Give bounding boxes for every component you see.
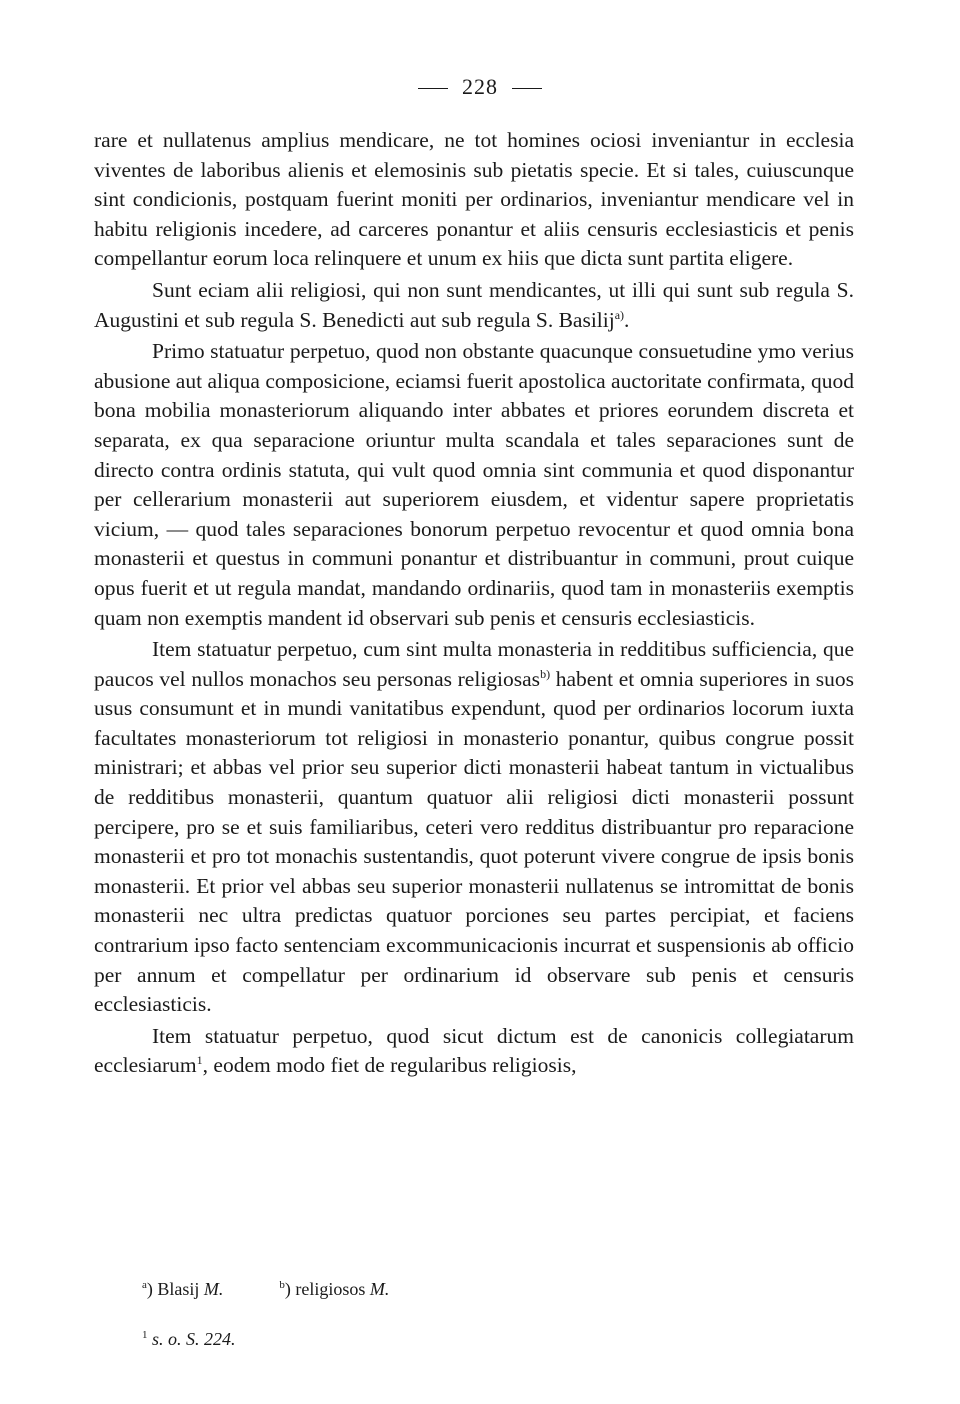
footnote-text: ) Blasij (146, 1279, 204, 1299)
manuscript-siglum: M. (369, 1279, 390, 1299)
paragraph-text: , eodem modo fiet de regularibus religiosis, (202, 1053, 577, 1078)
header-dash-left (418, 88, 448, 89)
footnote-b (279, 1273, 389, 1301)
footnote-marker: b) (540, 666, 551, 681)
header-dash-right (512, 88, 542, 89)
apparatus-notes (142, 1273, 842, 1301)
footnote-1 (142, 1323, 842, 1351)
footnote-marker: 1 (196, 1053, 203, 1068)
footnote-mark: b (279, 1279, 285, 1291)
footnote-text: ) religiosos (284, 1279, 370, 1299)
footnote-mark: 1 (142, 1329, 148, 1341)
footnote-text: s. o. S. 224. (147, 1329, 236, 1349)
paragraph-text: Item statuatur perpetuo, quod sicut dictum est de canonicis collegiatarum ecclesiarum (94, 1023, 854, 1078)
footnote-mark: a (142, 1279, 147, 1291)
page-number: 228 (462, 74, 498, 99)
paragraph-text: Item statuatur perpetuo, cum sint multa monasteria in redditibus sufficiencia, que paucos vel nullos monachos seu personas religiosas (94, 637, 854, 691)
footnote-marker: a) (614, 307, 625, 322)
paragraph (94, 1022, 854, 1081)
manuscript-siglum: M. (203, 1279, 224, 1299)
footnotes (142, 1273, 842, 1351)
footnote-a (142, 1273, 223, 1301)
paragraph-text: Sunt eciam alii religiosi, qui non sunt mendicantes, ut illi qui sunt sub regula S. Augustini et sub regula S. Benedicti aut sub regula S. Basilij (94, 277, 854, 332)
paragraph (94, 635, 854, 1020)
running-head (0, 74, 960, 100)
paragraph: rare et nullatenus amplius mendicare, ne tot homines ociosi inveniantur in ecclesia viventes de laboribus alienis et elemosinis sub pietatis specie. Et si tales, cuiuscunque sint condicionis, postquam fuerint moniti per ordinarios, inveniantur mendicare vel in habitu religionis incedere, ad carceres ponantur et aliis censuris ecclesiasticis et penis compellantur eorum loca relinquere et unum ex hiis que dicta sunt partita eligere. (94, 128, 854, 271)
paragraph-text: habent et omnia superiores in suos usus consumunt et in mundi vanitatibus expendunt, quod per ordinarios locorum iuxta facultates monasteriorum tot religiosi in monasterio ponantur, quibus congrue possit ministrari; et abbas vel prior seu superior dicti monasterii habeat tantum in victualibus de redditibus monasterii, quantum quatuor alii religiosi dicti monasterii possunt percipere, pro se et suis familiaribus, ceteri vero redditus distribuantur pro reparacione monasterii et pro tot monachis sustentandis, quot poterunt vivere congrue de ipsis bonis monasterii. Et prior vel abbas seu superior monasterii nullatenus se intromittat de bonis monasterii nec ultra predictas quatuor porciones seu partes percipiat, et faciens contrarium ipso facto sentenciam excommunicacionis incurrat et suspensionis ab officio per annum et compellatur per ordinarium id observare sub penis et censuris ecclesiasticis. (94, 666, 855, 1017)
paragraph: Primo statuatur perpetuo, quod non obstante quacunque consuetudine ymo verius abusione aut aliqua composicione, eciamsi fuerit apostolica auctoritate confirmata, quod bona mobilia monasteriorum aliquando inter abbates et priores eorundem discreta et separata, ex qua separacione oriuntur multa scandala et tales separaciones sunt de directo contra ordinis statuta, qui vult quod omnia sint communia et quod disponantur per cellerarium monasterii aut superiorem eiusdem, et videntur sapere proprietatis vicium, — quod tales separaciones bonorum perpetuo revocentur et quod omnia bona monasterii et questus in communi ponantur et distribuantur in communi, prout cuique opus fuerit et ut regula mandat, mandando ordinariis, quod tam in monasteriis exemptis quam non exemptis mandent id observari sub penis et censuris ecclesiasticis. (94, 339, 854, 630)
body-text (94, 126, 854, 1081)
paragraph (94, 276, 854, 335)
paragraph-end: . (624, 307, 630, 332)
